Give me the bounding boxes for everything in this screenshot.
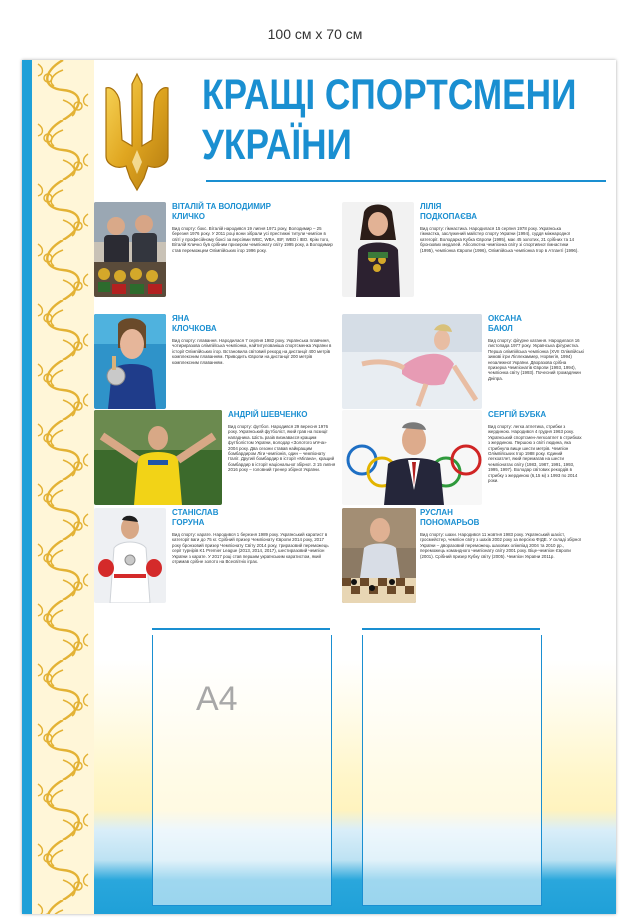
title-line-1: КРАЩІ СПОРТСМЕНИ — [202, 71, 577, 119]
document-pocket-right[interactable] — [362, 635, 542, 906]
athlete-bio: Вид спорту: футбол. Народився 29 вересня 1976 року. Український футболіст, який грав на позиції нападника. Шість разів визнаваєся кращим футболістом України, володар «Золотого м'яча» 2004 року. Два сезони ставав найкращим бомбардиром Ліги чемпіонів, один – чемпіонату Італії. Другий бомбардир в історії «Мілана», кращий бомбардир в історії національної збірної. З 15 липня 2016 року – головний тренер збірної України. — [228, 424, 336, 473]
trident-emblem-icon — [102, 66, 172, 196]
athlete-name: РУСЛАН ПОНОМАРЬОВ — [420, 508, 480, 527]
left-blue-stripe — [22, 60, 32, 914]
athlete-card-ponomariov — [342, 508, 582, 603]
ornament-pattern-icon — [32, 60, 94, 914]
athlete-bio: Вид спорту: карате. Народився 1 березня 1989 року. Український каратист в категорії ваги до 75 кг. Срібний призер Чемпіонату Європи 2014 року, 2017 року бронзовий призер Чемпіонату Світу 2014 року, триразовий переможець серії турнірів K1 Premier League (2013, 2014, 2017), шестиразовий чемпіон України з карате. У 2017 році став першим українським каратистом, який отримав срібне золото на Всесвітніх іграх. — [172, 532, 329, 565]
athlete-bio: Вид спорту: фігурне катання. Народилася 16 листопада 1977 року. Українська фігуристка. Перша олімпійська чемпіонка (XVII Олімпійські зимові ігри Ліллехаммер, Норвегія, 1994) незалежної України. Дворазова срібна призерка Чемпіонатів Європи (1993, 1994), чемпіонка світу (1993). Почесний громадянин Дніпра. — [488, 338, 584, 381]
athlete-name: СТАНІСЛАВ ГОРУНА — [172, 508, 219, 527]
athlete-card-klochkova — [94, 314, 334, 409]
poster-title — [202, 70, 576, 170]
athlete-card-shevchenko — [94, 410, 334, 505]
title-underline — [206, 180, 606, 182]
athlete-bio: Вид спорту: гімнастика. Народилася 15 серпня 1978 року. Українська гімнастка, заслужений майстер спорту України (1994), суддя міжнародної категорії. Володарка Кубка Європи (1995), має 45 золотих, 21 срібних та 14 бронзових медалей. Абсолютна чемпіонка світу зі спортивної гімнастики (1995), чемпіонка Європи (1996), Олімпійська чемпіонка Ігор в Атланті (1996). — [420, 226, 579, 253]
athlete-photo-klitschko — [94, 202, 166, 297]
athlete-name: ВІТАЛІЙ ТА ВОЛОДИМИР КЛИЧКО — [172, 202, 271, 221]
athlete-name: ОКСАНА БАЮЛ — [488, 314, 522, 333]
athlete-name: ЛІЛІЯ ПОДКОПАЄВА — [420, 202, 478, 221]
athlete-bio: Вид спорту: плавання. Народилася 7 серпня 1982 року. Українська плавчиня, чотириразова олімпійська чемпіонка, найтитулованіша спортсменка України в історії Олімпійських ігор. Встановила світовий рекорд на дистанції 400 метрів комплексним плаванням. Приводить Європи на дистанції 200 метрів комплексним плаванням. — [172, 338, 332, 365]
athlete-name: ЯНА КЛОЧКОВА — [172, 314, 217, 333]
stand-board — [22, 60, 616, 914]
athlete-bio: Вид спорту: шахи. Народився 11 жовтня 1983 року. Український шахіст, гросмейстер, чемпіон світу з шахів 2002 року за версією ФІДЕ. У складі збірної України – дворазовий переможець шахових олімпіад 2004 та 2010 рр., переможець командного чемпіонату світу 2001 року. Віце-чемпіон Європи (2001). Срібний призер Кубку світу (2005). Чемпіон України 2011р. — [420, 532, 582, 559]
athlete-bio: Вид спорту: бокс. Віталій народився 19 липня 1971 року, Володимир – 25 березня 1976 року. У 2011 році вони зібрали усі престижні титули чемпіон в світі у професійному боксі за версіями WBC, WBA, IBF, WBO і IBO. Крім того, Віталій Кличко був срібним призером чемпіонату світу 1995 року, а Володимир став переможцем Олімпійських ігор 1996 року. — [172, 226, 333, 253]
athlete-card-goruna — [94, 508, 334, 603]
floral-ornament — [32, 60, 94, 914]
athlete-photo-klochkova — [94, 314, 166, 409]
athlete-photo-ponomariov — [342, 508, 416, 603]
athlete-card-klitschko — [94, 202, 334, 297]
athlete-name: СЕРГІЙ БУБКА — [488, 410, 547, 419]
athlete-bio: Вид спорту: легка атлетика, стрибки з жердиною. Народився 4 грудня 1963 року. Український спортсмен-легкоатлет в стрибках з жердиною. Першою з світі людина, яка стрибнула вище шести метрів. Чемпіон Олімпійських Ігор 1988 року. Єдиний легкоатлет, який перемагав на шести чемпіонатах світу (1983, 1987, 1991, 1993, 1995, 1997). Володар світових рекордів в стрибку з жердиною (6,15 м) з 1993 по 2014 роки. — [488, 424, 582, 484]
athlete-card-podkopayeva — [342, 202, 582, 297]
athlete-photo-podkopayeva — [342, 202, 414, 297]
athlete-photo-bubka — [342, 410, 482, 505]
size-label: 100 см х 70 см — [267, 26, 363, 42]
athlete-card-bubka — [342, 410, 582, 505]
athlete-name: АНДРІЙ ШЕВЧЕНКО — [228, 410, 308, 419]
athlete-photo-baiul — [342, 314, 482, 409]
athlete-photo-shevchenko — [94, 410, 222, 505]
title-line-2: УКРАЇНИ — [202, 121, 352, 169]
athlete-photo-goruna — [94, 508, 166, 603]
athlete-card-baiul — [342, 314, 582, 409]
pocket-format-label: А4 — [196, 680, 238, 718]
document-pocket-left[interactable] — [152, 635, 332, 906]
